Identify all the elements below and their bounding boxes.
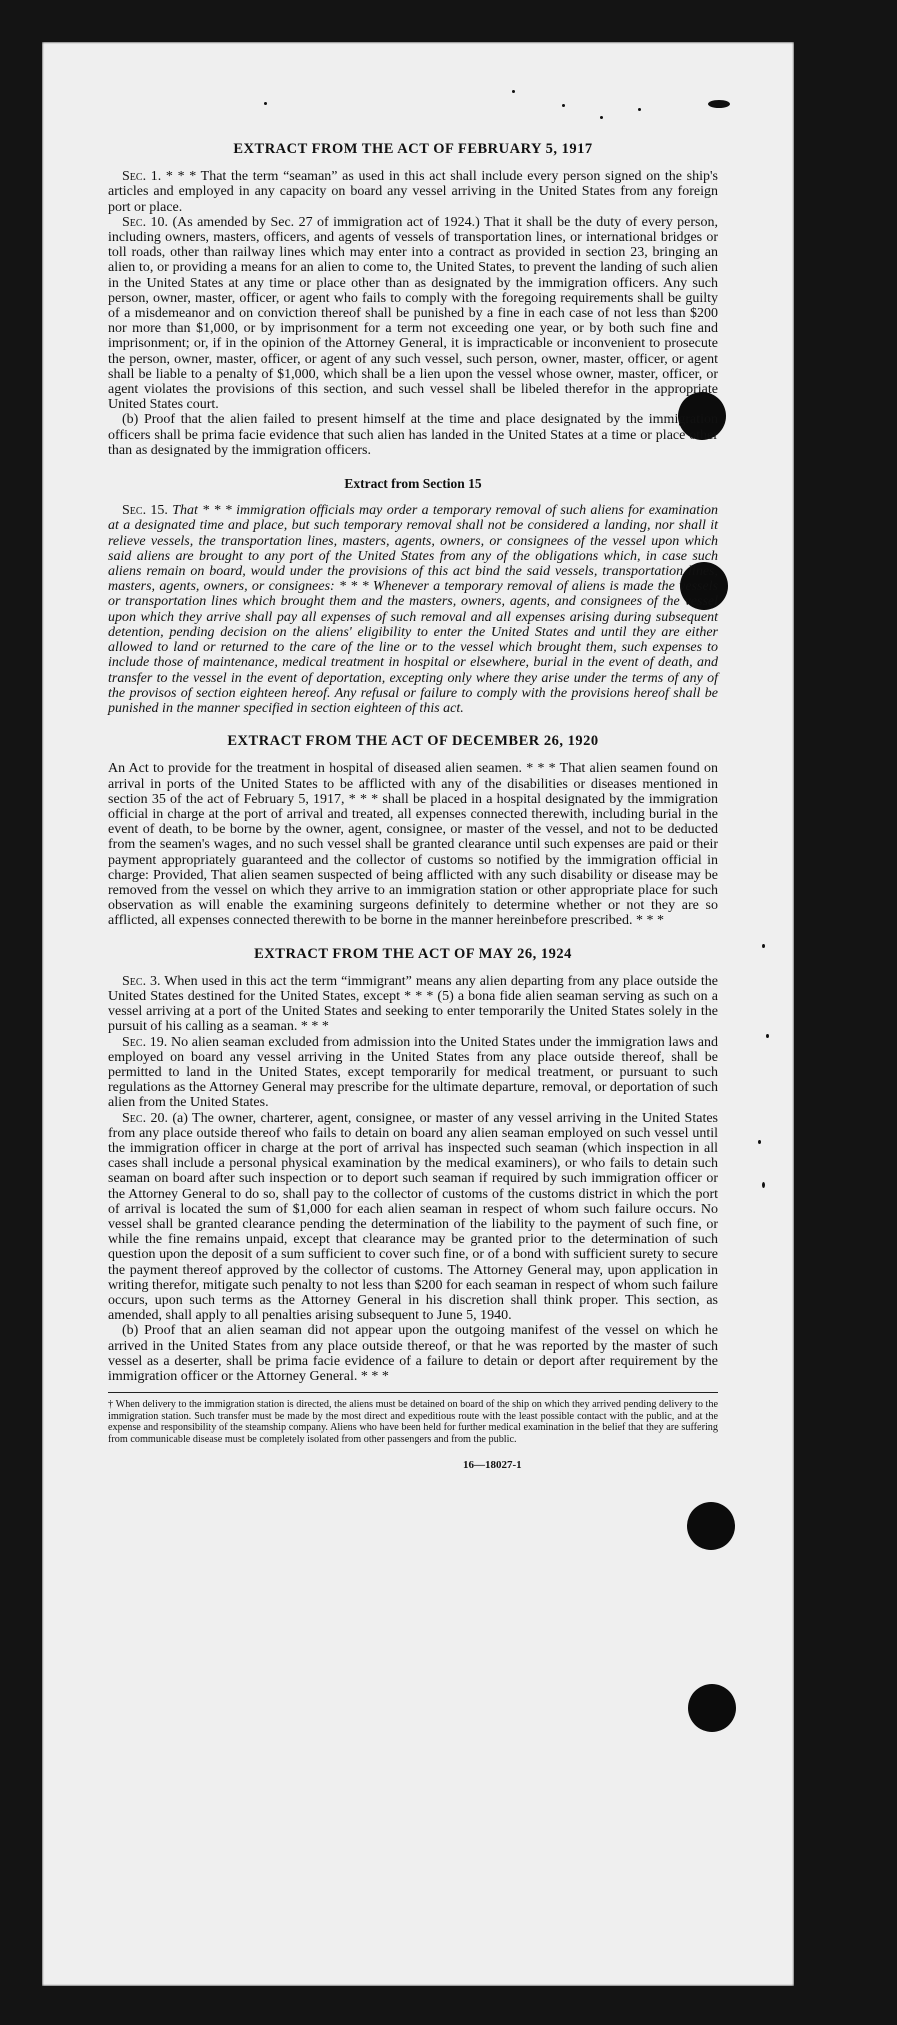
form-number: 16—18027-1 [463,1458,522,1471]
paragraph-text: That * * * immigration officials may order a temporary removal of such aliens for examination at a designated time and place, but such temporary removal shall not be considered a landing, nor shall it relieve vessels, the transportation lines, masters, agents, owners, or consignees of the vessel upon which said aliens are brought to any port of the United States from any of the obligations which, in case such aliens remain on board, would under the provisions of this act bind the said vessels, transportation lines, masters, agents, owners, or consignees: * * * Whenever a temporary removal of aliens is made the vessels or transportation lines which brought them and the masters, owners, agents, and consignees of the vessel upon which they arrive shall pay all expenses of such removal and all expenses arising during subsequent detention, pending decision on the aliens' eligibility to enter the United States and until they are either allowed to land or returned to the care of the line or to the vessel which brought them, such expenses to include those of maintenance, medical treatment in hospital or elsewhere, burial in the event of death, and transfer to the vessel in the event of deportation, excepting only where they arise under the terms of any of the provisos of section eighteen hereof. Any refusal or failure to comply with the provisions hereof shall be punished in the manner specified in section eighteen of this act. [108,503,718,716]
paragraph-sec-20-b: (b) Proof that an alien seaman did not appear upon the outgoing manifest of the vessel on which he arrived in the United States from any place outside thereof, or that he was reported by the master of such vessel as a deserter, shall be prima facie evidence of a failure to detain or deport after requirement by the immigration officer or the Attorney General. * * * [108,1323,718,1385]
section-label: Sec. 19. [122,1034,168,1050]
paragraph-act-dec-1920: An Act to provide for the treatment in hospital of diseased alien seamen. * * * That alien seamen found on arrival in ports of the United States to be afflicted with any of the disabilities or diseases mentioned in section 35 of the act of February 5, 1917, * * * shall be placed in a hospital designated by the immigration official in charge at the port of arrival and treated, all expenses connected therewith, including burial in the event of death, to be borne by the owner, agent, consignee, or master of the vessel, and not to be deducted from the seamen's wages, and no such vessel shall be granted clearance until such expenses are paid or their payment appropriately guaranteed and the collector of customs so notified by the immigration official in charge: Provided, That alien seamen suspected of being afflicted with any such disability or disease may be removed from the vessel on which they arrive to an immigration station or other appropriate place for such observation as will enable the examining surgeons definitely to determine whether or not they are so afflicted, all expenses connected therewith to be borne in the manner hereinbefore prescribed. * * * [108,761,718,929]
smudge-mark [600,116,603,119]
paragraph-text: * * * That the term “seaman” as used in this act shall include every person signed on the ship's articles and employed in any capacity on board any vessel arriving in the United States from any foreign port or place. [108,169,718,215]
paragraph-sec-19 [108,1035,718,1111]
smudge-mark [758,1140,761,1144]
section-title-feb-1917: EXTRACT FROM THE ACT OF FEBRUARY 5, 1917 [233,141,593,157]
paragraph-text: No alien seaman excluded from admission into the United States under the immigration laws and employed on board any vessel arriving in the United States from any place outside thereof, shall be permitted to land in the United States, except temporarily for medical treatment, or pursuant to such regulations as the Attorney General may prescribe for the ultimate departure, removal, or deportation of such alien from the United States. [108,1034,718,1111]
paragraph-text: When used in this act the term “immigrant” means any alien departing from any place outside the United States destined for the United States, except * * * (5) a bona fide alien seaman serving as such on a vessel arriving at a port of the United States and seeking to enter temporarily the United States solely in the pursuit of his calling as a seaman. * * * [108,973,718,1035]
smudge-mark [708,100,730,108]
smudge-mark [762,944,765,948]
paragraph-text: (As amended by Sec. 27 of immigration act of 1924.) That it shall be the duty of every person, including owners, masters, officers, and agents of vessels of transportation lines, or international bridges or toll roads, other than railway lines which may enter into a contract as provided in section 23, bringing an alien to, or providing a means for an alien to come to, the United States, to prevent the landing of such alien in the United States at any time or place other than as designated by the immigration officers. Any such person, owner, master, officer, or agent who fails to comply with the foregoing requirements shall be guilty of a misdemeanor and on conviction thereof shall be punished by a fine in each case of not less than $200 nor more than $1,000, or by imprisonment for a term not exceeding one year, or by both such fine and imprisonment; or, if in the opinion of the Attorney General, it is impracticable or inconvenient to prosecute the person, owner, master, officer, or agent of any such vessel, such person, owner, master, officer, or agent shall be liable to a penalty of $1,000, which shall be a lien upon the vessel whose owner, master, officer, or agent violates the provisions of this section, and such vessel shall be libeled therefor in the appropriate United States court. [108,214,719,413]
section-label: Sec. 15. [122,503,168,519]
paragraph-sec-20 [108,1111,718,1324]
punch-hole [688,1684,736,1732]
section-label: Sec. 20. [122,1110,168,1126]
smudge-mark [638,108,641,111]
smudge-mark [512,90,515,93]
punch-hole [687,1502,735,1550]
footnote: † When delivery to the immigration station is directed, the aliens must be detained on board of the ship on which they arrived pending delivery to the immigration station. Such transfer must be made by the most direct and expeditious route with the least possible contact with the public, and at the expense and responsibility of the steamship company. Aliens who have been held for further medical examination in the belief that they are suffering from communicable disease must be completely isolated from other passengers and from the public. [108,1392,718,1445]
document-body [108,142,718,1473]
smudge-mark [264,102,267,105]
document-page [42,42,794,1986]
section-title-dec-1920: EXTRACT FROM THE ACT OF DECEMBER 26, 1920 [227,733,599,750]
paragraph-sec-15 [108,503,718,716]
paragraph-sec-3 [108,974,718,1035]
paragraph-text: (a) The owner, charterer, agent, consignee, or master of any vessel arriving in the United States from any place outside thereof who fails to detain on board any alien seaman employed on such vessel until the immigration officer in charge at the port of arrival has inspected such seaman (which inspection in all cases shall include a personal physical examination by the medical examiners), or who fails to detain such seaman on board after such inspection or to deport such seaman if required by such immigration officer or the Attorney General to do so, shall pay to the collector of customs of the customs district in which the port of arrival is located the sum of $1,000 for each alien seaman in respect of whom such failure occurs. No vessel shall be granted clearance pending the determination of the liability to the payment of such fine, or while the fine remains unpaid, except that clearance may be granted prior to the determination of such question upon the deposit of a sum sufficient to cover such fine, or of a bond with sufficient surety to secure the payment thereof approved by the collector of customs. The Attorney General may, upon application in writing therefor, mitigate such penalty to not less than $200 for each seaman in respect of whom such failure occurs, upon such terms as the Attorney General in his discretion shall think proper. This section, as amended, shall apply to all penalties arising subsequent to June 5, 1940. [108,1110,718,1324]
section-label: Sec. 1. [122,169,162,185]
section-label: Sec. 3. [122,973,161,989]
paragraph-sec-10 [108,215,718,413]
paragraph-sec-1 [108,169,718,215]
smudge-mark [766,1034,769,1038]
smudge-mark [762,1182,765,1188]
section-title-extract-15: Extract from Section 15 [344,476,482,492]
section-label: Sec. 10. [122,214,168,230]
smudge-mark [562,104,565,107]
paragraph-sec-10-b: (b) Proof that the alien failed to present himself at the time and place designated by the immigration officers shall be prima facie evidence that such alien has landed in the United States at a time or place other than as designated by the immigration officers. [108,412,718,458]
section-title-may-1924: EXTRACT FROM THE ACT OF MAY 26, 1924 [254,945,572,962]
